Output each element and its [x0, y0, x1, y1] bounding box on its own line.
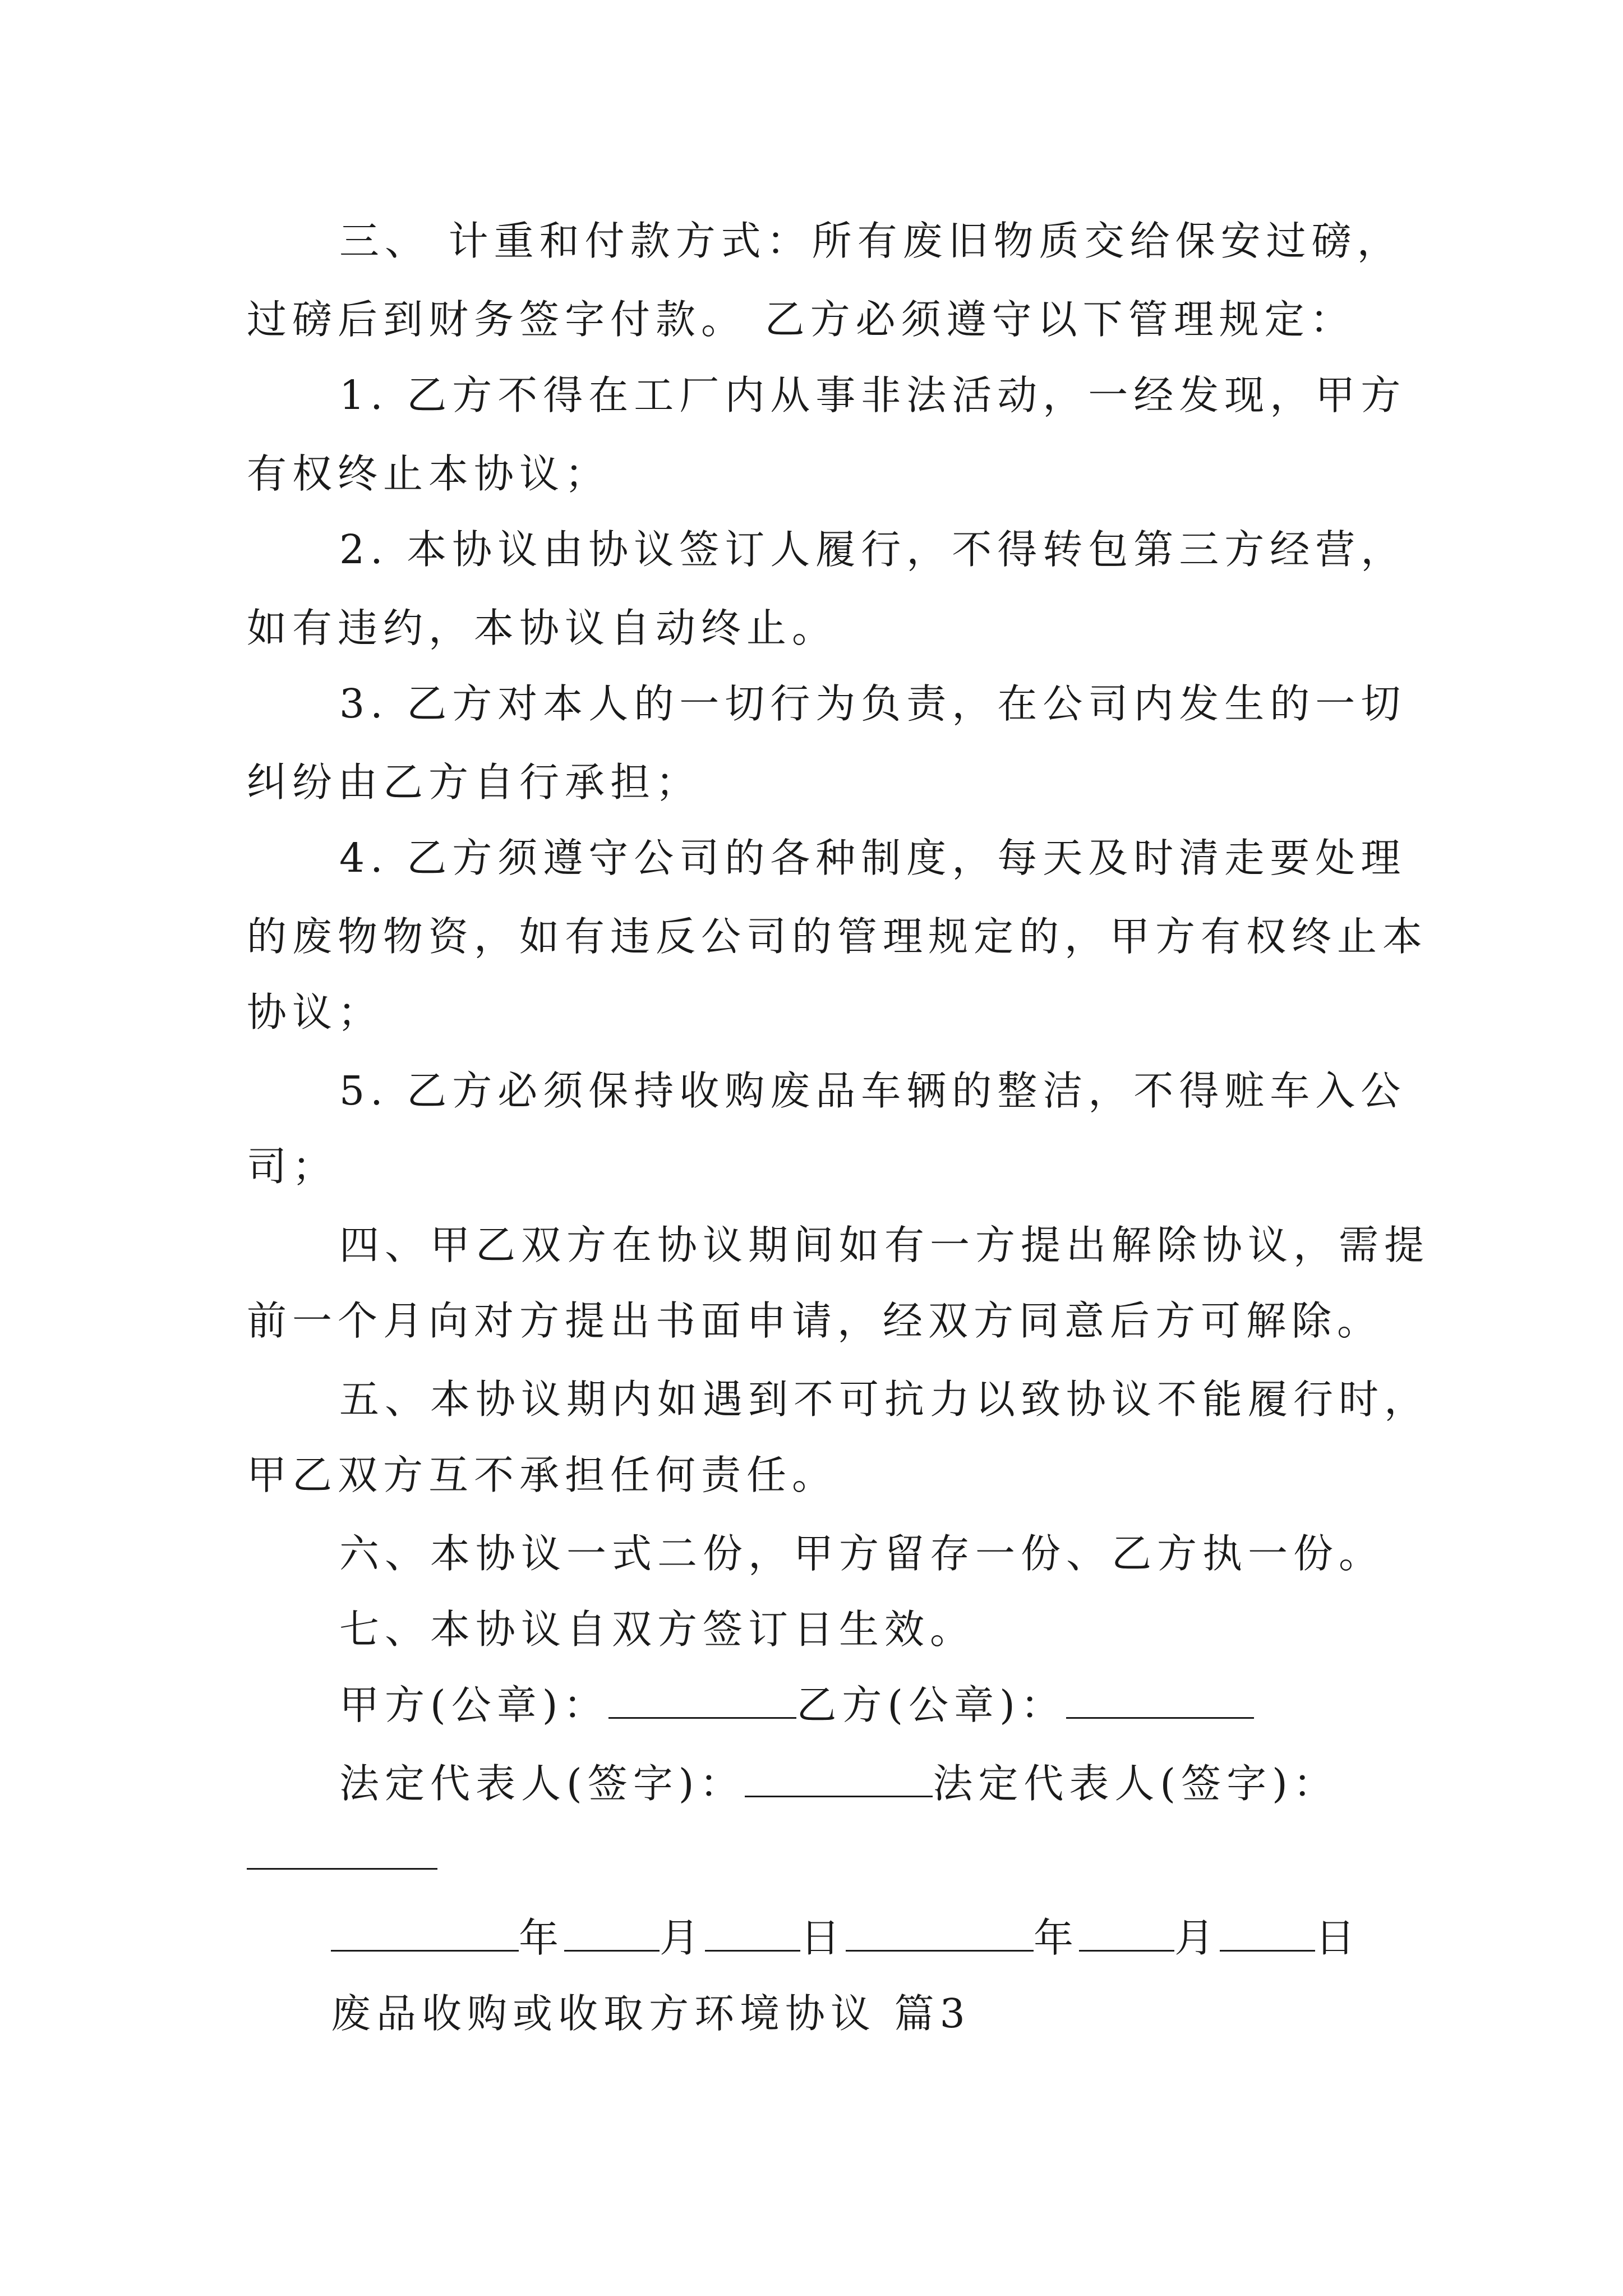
day-b-blank	[1220, 1915, 1315, 1952]
rule-1-line-1: 1. 乙方不得在工厂内从事非法活动，一经发现，甲方	[339, 372, 1407, 418]
rule-5-line-1: 5. 乙方必须保持收购废品车辆的整洁，不得赃车入公	[339, 1068, 1407, 1114]
year-a-label: 年	[519, 1915, 565, 1961]
party-b-rep-blank	[247, 1868, 437, 1870]
year-b-label: 年	[1034, 1915, 1080, 1961]
day-b-label: 日	[1315, 1915, 1361, 1961]
clause-4-line-1: 四、甲乙双方在协议期间如有一方提出解除协议，需提	[339, 1222, 1430, 1268]
party-a-rep-blank	[745, 1761, 933, 1797]
month-b-blank	[1079, 1915, 1174, 1952]
party-b-rep-label: 法定代表人(签字)：	[933, 1760, 1339, 1807]
next-section-heading: 废品收购或收取方环境协议 篇3	[331, 1990, 971, 2037]
rule-4-line-1: 4. 乙方须遵守公司的各种制度，每天及时清走要处理	[339, 835, 1407, 881]
year-b-blank	[846, 1915, 1034, 1952]
rule-4-line-2: 的废物物资，如有违反公司的管理规定的，甲方有权终止本	[247, 913, 1428, 960]
month-b-label: 月	[1174, 1915, 1220, 1961]
clause-4-line-2: 前一个月向对方提出书面申请，经双方同意后方可解除。	[247, 1297, 1383, 1344]
clause-3-line-2: 过磅后到财务签字付款。 乙方必须遵守以下管理规定：	[247, 296, 1355, 343]
rule-3-line-1: 3. 乙方对本人的一切行为负责，在公司内发生的一切	[339, 680, 1407, 727]
year-a-blank	[331, 1915, 519, 1952]
clause-6: 六、本协议一式二份，甲方留存一份、乙方执一份。	[339, 1530, 1385, 1577]
party-a-rep-label: 法定代表人(签字)：	[339, 1760, 745, 1807]
month-a-blank	[564, 1915, 660, 1952]
clause-5-line-2: 甲乙双方互不承担任何责任。	[247, 1452, 838, 1498]
party-a-seal-label: 甲方(公章)：	[339, 1682, 609, 1728]
day-a-blank	[705, 1915, 800, 1952]
rule-2-line-1: 2. 本协议由协议签订人履行，不得转包第三方经营，	[339, 526, 1407, 573]
rule-3-line-2: 纠纷由乙方自行承担；	[247, 759, 702, 806]
clause-5-line-1: 五、本协议期内如遇到不可抗力以致协议不能履行时，	[339, 1376, 1430, 1423]
clause-3-line-1: 三、 计重和付款方式：所有废旧物质交给保安过磅，	[339, 218, 1403, 264]
rule-4-line-3: 协议；	[247, 989, 384, 1036]
party-a-seal-row	[339, 1677, 1254, 1733]
date-row	[331, 1910, 1361, 1966]
rule-2-line-2: 如有违约，本协议自动终止。	[247, 605, 838, 651]
rule-5-line-2: 司；	[247, 1143, 338, 1190]
party-b-seal-label: 乙方(公章)：	[796, 1682, 1066, 1728]
party-a-seal-blank	[608, 1682, 796, 1719]
rule-1-line-2: 有权终止本协议；	[247, 450, 611, 497]
representative-row	[339, 1756, 1339, 1812]
clause-7: 七、本协议自双方签订日生效。	[339, 1606, 976, 1653]
month-a-label: 月	[660, 1915, 706, 1961]
party-b-seal-blank	[1066, 1682, 1254, 1719]
day-a-label: 日	[800, 1915, 846, 1961]
